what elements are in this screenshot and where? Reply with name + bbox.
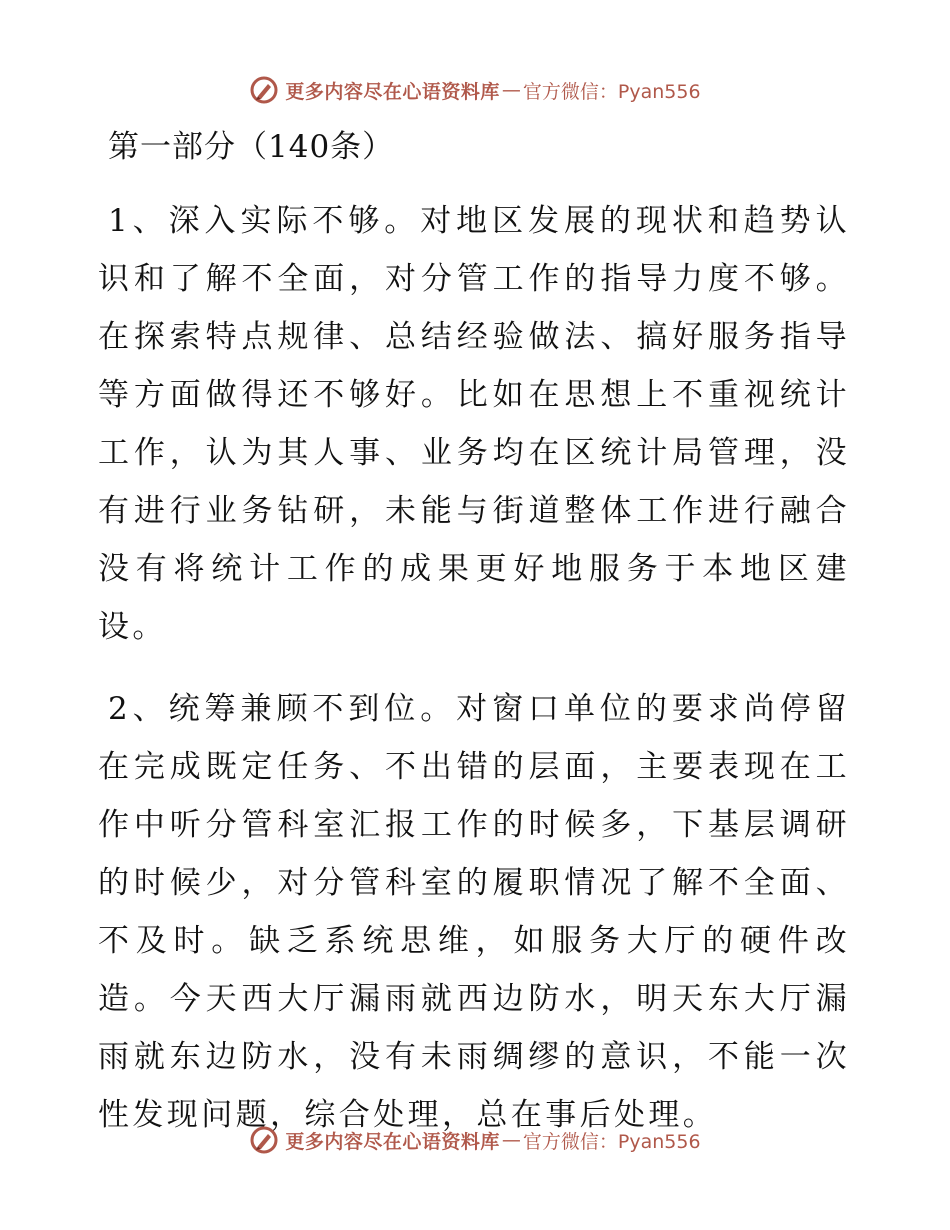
banner-separator: —: [501, 1129, 521, 1151]
footer-banner: [0, 1120, 950, 1160]
paragraph-1: 1、深入实际不够。对地区发展的现状和趋势认识和了解不全面，对分管工作的指导力度不够。在探索特点规律、总结经验做法、搞好服务指导等方面做得还不够好。比如在思想上不重视统计工作，认为其人事、业务均在区统计局管理，没有进行业务钻研，未能与街道整体工作进行融合没有将统计工作的成果更好地服务于本地区建设。: [98, 203, 850, 645]
banner-separator: —: [501, 79, 521, 101]
red-pen-logo-icon: [249, 75, 279, 105]
banner-wechat: 官方微信：Pyan556: [522, 1130, 701, 1153]
banner-wechat: 官方微信：Pyan556: [522, 80, 701, 103]
banner-text: 更多内容尽在心语资料库: [285, 80, 500, 103]
red-pen-logo-icon: [249, 1125, 279, 1155]
document-body: [98, 192, 850, 1168]
section-title: 第一部分（140条）: [108, 129, 395, 165]
header-banner: [0, 70, 950, 110]
paragraph-2: 2、统筹兼顾不到位。对窗口单位的要求尚停留在完成既定任务、不出错的层面，主要表现在工作中听分管科室汇报工作的时候多，下基层调研的时候少，对分管科室的履职情况了解不全面、不及时。缺乏系统思维，如服务大厅的硬件改造。今天西大厅漏雨就西边防水，明天东大厅漏雨就东边防水，没有未雨绸缪的意识，不能一次性发现问题，综合处理，总在事后处理。: [98, 691, 850, 1133]
banner-text: 更多内容尽在心语资料库: [285, 1130, 500, 1153]
